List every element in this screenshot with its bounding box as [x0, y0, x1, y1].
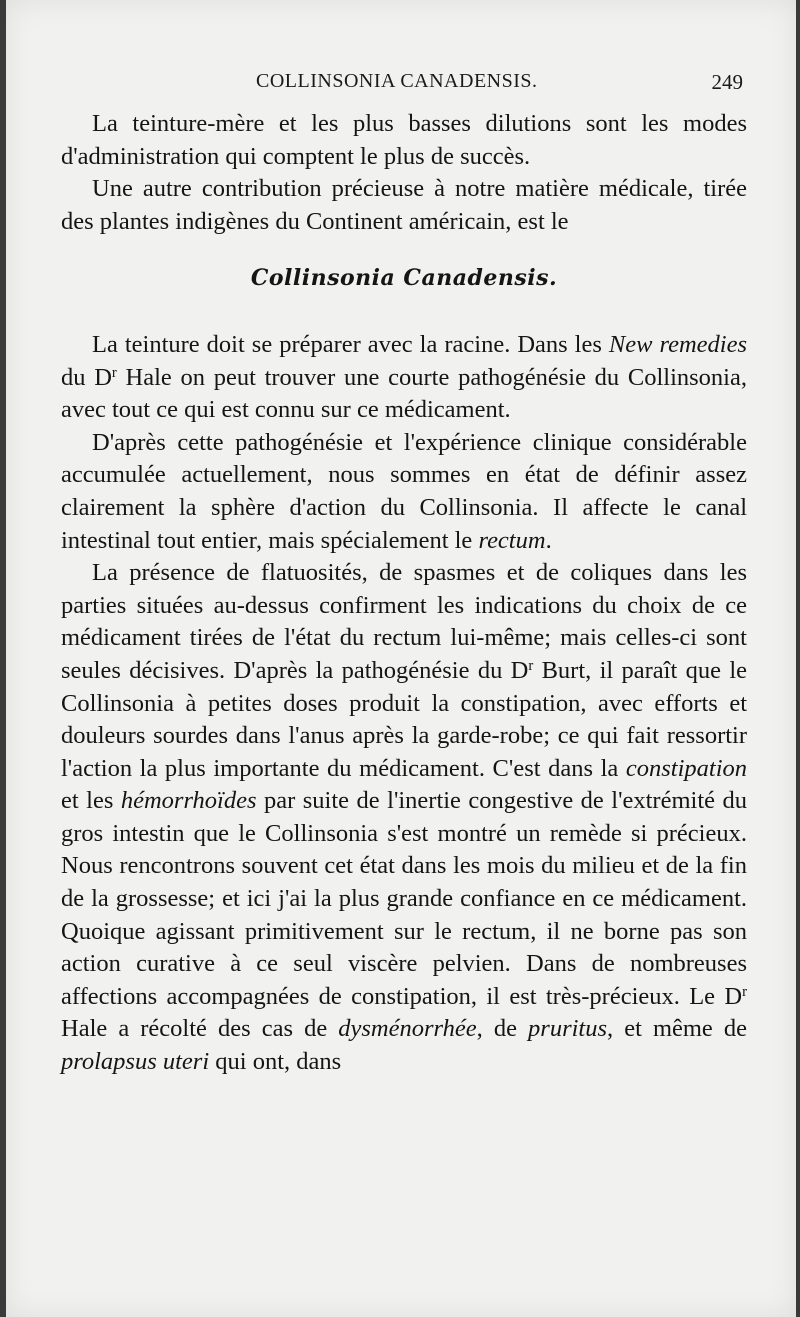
text-run: et les — [61, 787, 121, 815]
superscript: r — [528, 657, 534, 674]
page-number: 249 — [711, 70, 743, 94]
body-text — [61, 108, 747, 1079]
italic-pruritus: pruritus — [528, 1015, 607, 1043]
text-run: La teinture doit se préparer avec la racine. Dans les — [92, 330, 609, 358]
text-run: , de — [476, 1015, 529, 1043]
text-run: D'après cette pathogénésie et l'expérience clinique considérable accumulée actuellement, nous sommes en état de définir assez clairement la sphère d'action du Collinsonia. Il affecte le canal intestinal tout entier, mais spécialement le — [61, 428, 747, 554]
italic-prolapsus: prolapsus uteri — [61, 1048, 210, 1076]
paragraph-5 — [61, 557, 747, 1079]
paragraph-1: La teinture-mère et les plus basses dilutions sont les modes d'administration qui comptent le plus de succès. — [61, 110, 747, 170]
running-title: COLLINSONIA CANADENSIS. — [256, 70, 538, 92]
text-run: . — [545, 526, 552, 554]
italic-rectum: rectum — [478, 526, 546, 554]
text-run: par suite de l'inertie congestive de l'extrémité du gros intestin que le Collinsonia s'est montré un remède si précieux. Nous rencontrons souvent cet état dans les mois du milieu et de la fin de la grossesse; et ici j'ai la plus grande confiance en ce médicament. Quoique agissant primitivement sur le rectum, il ne borne pas son action curative à ce seul viscère pelvien. Dans de nombreuses affections accompagnées de constipation, il est très-précieux. Le D — [61, 787, 747, 1010]
text-run: qui ont, dans — [209, 1048, 342, 1076]
italic-hemorrhoides: hémorrhoïdes — [120, 787, 257, 815]
superscript: r — [111, 364, 117, 381]
text-run: Hale on peut trouver une courte pathogénésie du Collinsonia, avec tout ce qui est connu sur ce médicament. — [61, 363, 747, 424]
paragraph-4 — [61, 427, 747, 557]
text-run: du D — [61, 363, 112, 391]
italic-new-remedies: New remedies — [608, 330, 747, 358]
paragraph-3 — [61, 329, 747, 427]
italic-dysmenorrhee: dysménorrhée — [338, 1015, 477, 1043]
text-run: , et même de — [607, 1015, 748, 1043]
text-run: Burt, il paraît que le Collinsonia à petites doses produit la constipation, avec efforts et douleurs sourdes dans l'anus après la garde-robe; ce qui fait ressortir l'action la plus importante du médicament. C'est dans la — [61, 656, 748, 782]
section-heading: Collinsonia Canadensis. — [250, 265, 558, 292]
text-run: Hale a récolté des cas de — [61, 1015, 339, 1043]
superscript: r — [742, 983, 747, 1000]
paragraph-2: Une autre contribution précieuse à notre matière médicale, tirée des plantes indigènes du Continent américain, est le — [61, 175, 747, 235]
book-page — [6, 0, 796, 1317]
italic-constipation: constipation — [625, 754, 747, 782]
text-run: La présence de flatuosités, de spasmes et de coliques dans les parties situées au-dessus confirment les indications du choix de ce médicament tirées de l'état du rectum lui-même; mais celles-ci sont seules décisives. D'après la pathogénésie du D — [61, 559, 747, 684]
